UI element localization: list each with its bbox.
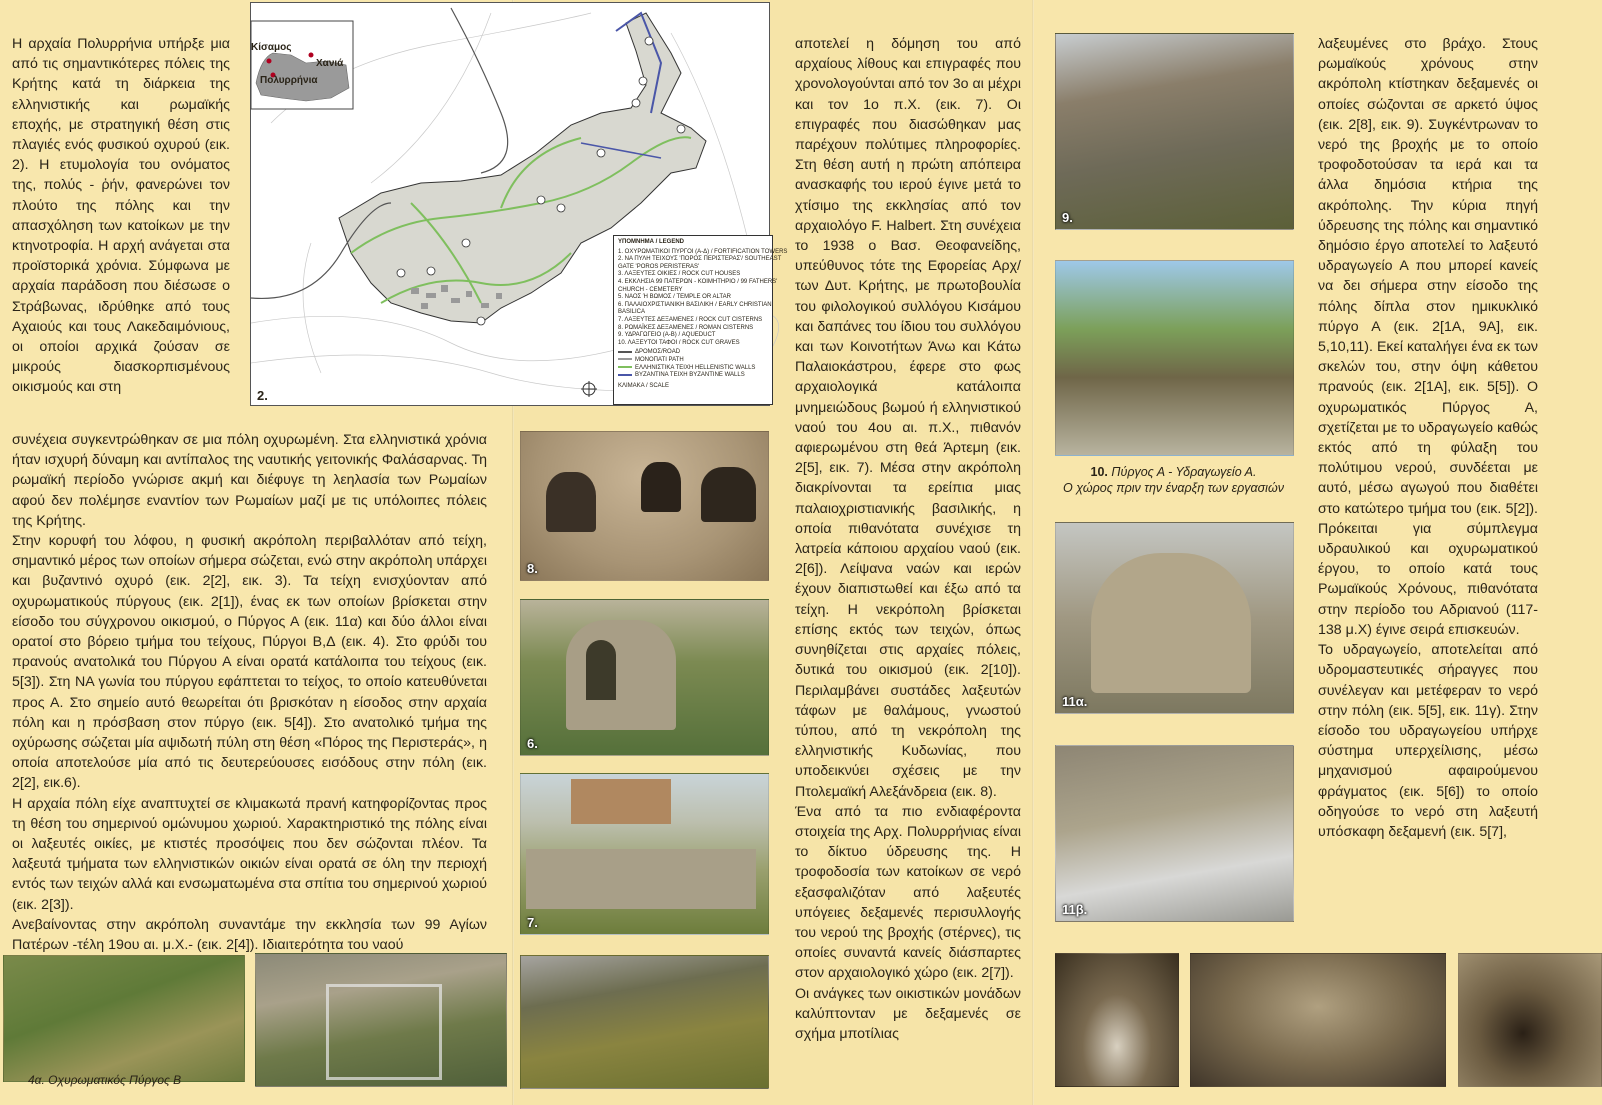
photo-11b — [1055, 745, 1294, 922]
caption-4a: 4α. Οχυρωματικός Πύργος Β — [28, 1073, 182, 1087]
legend-item: BASILICA — [618, 309, 646, 316]
photo-8-number: 8. — [527, 561, 538, 576]
legend-lines — [618, 349, 768, 379]
caption-10-number: 10. — [1090, 465, 1108, 479]
col2-paragraph-2: Ένα από τα πιο ενδιαφέροντα στοιχεία της Αρχ. Πολυρρήνιας είναι το δίκτυο ύδρευσης της. Η τροφοδοσία των κατοίκων σε νερό εξασφαλιζόταν από λαξευτές υπόγειες δεξαμενές περισυλλογής του νερού της βροχής (στέρνες), τις οποίες συναντά κανείς διάσπαρτες στον αρχαιολογικό χώρο (εικ. 2[7]). — [795, 803, 1021, 982]
fold-line-2 — [1032, 0, 1034, 1105]
legend-item: 1. ΟΧΥΡΩΜΑΤΙΚΟΙ ΠΥΡΓΟΙ (Α-Δ) / FORTIFICATION TOWERS — [618, 248, 788, 255]
photo-4a — [3, 955, 245, 1082]
photo-11b-number: 11β. — [1062, 902, 1088, 917]
caption-10-title: Πύργος Α - Υδραγωγείο Α. — [1111, 465, 1257, 479]
photo-11c-2 — [1190, 953, 1446, 1087]
caption-10-subtitle: Ο χώρος πριν την έναρξη των εργασιών — [1063, 481, 1284, 495]
legend-item: 6. ΠΑΛΑΙΟΧΡΙΣΤΙΑΝΙΚΗ ΒΑΣΙΛΙΚΗ / EARLY CHRISTIAN — [618, 301, 772, 308]
photo-4b — [255, 953, 507, 1087]
legend-item: 5. ΝΑΟΣ Ή ΒΩΜΟΣ / TEMPLE OR ALTAR — [618, 294, 731, 301]
legend-line-item — [618, 357, 768, 365]
legend-item: 2. ΝΑ ΠΥΛΗ ΤΕΙΧΟΥΣ 'ΠΟΡΟΣ ΠΕΡΙΣΤΕΡΑΣ'/ SOUTHEAST — [618, 256, 782, 263]
inset-label-polyrrhenia: Πολυρρήνια — [260, 75, 318, 86]
map-legend — [613, 235, 788, 405]
photo-11a — [1055, 522, 1294, 714]
photo-11c-1 — [1055, 953, 1179, 1087]
col2-paragraph-3: Οι ανάγκες των οικιστικών μονάδων καλύπτονταν με δεξαμενές σε σχήμα μποτίλιας — [795, 985, 1021, 1042]
col1-paragraph-3: Η αρχαία πόλη είχε αναπτυχτεί σε κλιμακωτά πρανή κατηφορίζοντας προς τη θέση του σημερινού ομώνυμου χωριού. Χαρακτηριστικό της πόλης είναι οι λαξευτές οικίες, με κτιστές προσόψεις που δεν σώζονται πλέον. Τα λαξευτά τμήματα των ελληνιστικών οικιών είναι ορατά σε όλη την περιοχή εντός των τειχών αλλά και ενσωματωμένα στα σπίτια του σημερινού χωριού (εικ. 2[3]). — [12, 795, 487, 913]
col1-paragraph-2: Στην κορυφή του λόφου, η φυσική ακρόπολη περιβαλλόταν από τείχη, σημαντικό μέρος των οποίων σήμερα σώζεται, ενώ στην ακρόπολη υπάρχει και βυζαντινό οχυρό (εικ. 2[2], εικ. 3). Τα τείχη ενισχύονταν από οχυρωματικούς πύργους (εικ. 2[1]), ένας εκ των οποίων βρίσκεται στην είσοδο του σύγχρονου οικισμού, ο Πύργος Α (εικ. 11α) και δύο άλλοι είναι ορατοί στο βόρειο τμήμα του τείχους, Πύργοι Β,Δ (εικ. 4). Στο φρύδι του πρανούς ανατολικά του Πύργου Α είναι ορατά κατάλοιπα του τείχους (εικ. 5[3]). Στη ΝΑ γωνία του πύργου εφάπτεται το τείχος, το οποίο κατευθύνεται προς Α. Στο σημείο αυτό θεωρείται ότι βρισκόταν η είσοδος στην αρχαία πόλη και η πρόσβαση στον πύργο (εικ. 5[4]). Στο ανατολικό τμήμα της οχύρωσης σώζεται μία αψιδωτή πύλη στη θέση «Πόρος της Περιστεράς», η οποία αποτελούσε μία από τις δευτερεύουσες εισόδους στην πόλη (εικ. 2[2], εικ.6). — [12, 533, 487, 792]
photo-7 — [520, 773, 769, 935]
photo-10 — [1055, 260, 1294, 456]
legend-line-item — [618, 372, 768, 380]
site-map — [250, 2, 788, 406]
photo-6 — [520, 599, 769, 756]
col3-paragraph-2: Το υδραγωγείο, αποτελείται από υδρομαστευτικές σήραγγες που συνέλεγαν και μετέφεραν το νερό στην πόλη (εικ. 5[5], εικ. 11γ). Στην είσοδο του υδραγωγείου υπήρχε σύστημα υπερχείλισης, μέσω μηχανισμού αφαιρούμενου φράγματος (εικ. 5[6]) το οποίο οδηγούσε το νερό στη λαξευτή υπόσκαφη δεξαμενή (εικ. 5[7], — [1318, 642, 1538, 840]
photo-8 — [520, 431, 769, 581]
inset-label-kisamos: Κίσαμος — [251, 42, 292, 53]
legend-line-label: ΔΡΟΜΟΣ/ROAD — [635, 349, 681, 356]
photo-11c-3 — [1458, 953, 1602, 1087]
photo-6-number: 6. — [527, 736, 538, 751]
photo-5 — [520, 955, 769, 1089]
legend-item: CHURCH - CEMETERY — [618, 286, 683, 293]
legend-line-swatch — [618, 366, 632, 368]
col2-body — [795, 34, 1021, 1044]
legend-line-label: ΕΛΛΗΝΙΣΤΙΚΑ ΤΕΙΧΗ HELLENISTIC WALLS — [635, 364, 756, 371]
legend-item: 4. ΕΚΚΛΗΣΙΑ 99 ΠΑΤΕΡΩΝ - ΚΟΙΜΗΤΗΡΙΟ / 99 FATHERS' — [618, 278, 778, 285]
legend-line-label: ΜΟΝΟΠΑΤΙ PATH — [635, 356, 684, 363]
legend-item: 10. ΛΑΞΕΥΤΟΙ ΤΑΦΟΙ / ROCK CUT GRAVES — [618, 339, 740, 346]
col3-body — [1318, 34, 1538, 842]
legend-title: ΥΠΟΜΝΗΜΑ / LEGEND — [618, 239, 684, 245]
legend-item: 3. ΛΑΞΕΥΤΕΣ ΟΙΚΙΕΣ / ROCK CUT HOUSES — [618, 271, 741, 278]
photo-9-number: 9. — [1062, 210, 1073, 225]
caption-10 — [1055, 464, 1292, 496]
legend-line-item — [618, 349, 768, 357]
legend-line-item — [618, 365, 768, 373]
legend-line-swatch — [618, 358, 632, 360]
legend-line-label: ΒΥΖΑΝΤΙΝΑ ΤΕΙΧΗ BYZANTINE WALLS — [635, 372, 745, 379]
col2-paragraph-1: αποτελεί η δόμηση του από αρχαίους λίθους και επιγραφές που χρονολογούνται από τον 3ο αι μέχρι και τον 1ο π.Χ. (εικ. 7). Οι επιγραφές που διασώθηκαν μας παρέχουν πολύτιμες πληροφορίες. Στη θέση αυτή η πρώτη απόπειρα ανασκαφής του ιερού έγινε μετά το χτίσιμο της εκκλησίας από τον αρχαιολόγο F. Halbert. Στη συνέχεια το 1938 ο Βασ. Θεοφανείδης, υπεύθυνος τότε της Εφορείας Αρχ/των Δυτ. Κρήτης, με πρωτοβουλία του φιλολογικού συλλόγου Κισάμου και δαπάνες του ίδιου του συλλόγου και των Κοινοτήτων Άνω και Κάτω Παλαιοκάστρου, έφερε στο φως αρχαιολογικά κατάλοιπα μνημειώδους βωμού ή ελληνιστικού ναού του 4ου αι. π.Χ., πιθανόν αφιερωμένου στη θεά Άρτεμη (εικ. 2[5], εικ. 7). Μέσα στην ακρόπολη διακρίνονται τα ερείπια μιας παλαιοχριστιανικής βασιλικής, η οποία πιθανότατα συνέχισε τη λατρεία κάποιου αρχαίου ναού (εικ. 2[6]). Λείψανα ναών και ιερών έχουν διαπιστωθεί και έξω από τα τείχη. Η νεκρόπολη βρίσκεται επίσης εκτός των τειχών, όπως συνηθίζεται στις αρχαίες πόλεις, δυτικά του οικισμού (εικ. 2[10]). Περιλαμβάνει συστάδες λαξευτών τάφων με θαλάμους, γνωστού τύπου, από τη νεκρόπολη της ελληνιστικής Κυδωνίας, που υποδεικνύει σχέσεις με την Πτολεμαϊκή Αλεξάνδρεια (εικ. 8). — [795, 36, 1021, 800]
map-figure-number: 2. — [257, 388, 268, 403]
legend-scale: ΚΛΙΜΑΚΑ / SCALE — [618, 382, 670, 389]
legend-line-swatch — [618, 374, 632, 376]
col1-body — [12, 430, 487, 955]
col1-paragraph-1: συνέχεια συγκεντρώθηκαν σε μια πόλη οχυρωμένη. Στα ελληνιστικά χρόνια ήταν ισχυρή δύναμη και αντίπαλος της ναυτικής γειτονικής Φαλάσαρνας. Τη ρωμαϊκή περίοδο γνώρισε ακμή και διέφυγε τη λεηλασία των Ρωμαίων αφού δεν πολέμησε εναντίον των Ρωμαίων μαζί με τις υπόλοιπες πόλεις της Κρήτης. — [12, 432, 487, 529]
col1-paragraph-4: Ανεβαίνοντας στην ακρόπολη συναντάμε την εκκλησία των 99 Αγίων Πατέρων -τέλη 19ου αι. μ.Χ.- (εικ. 2[4]). Ιδιαιτερότητα του ναού — [12, 916, 487, 954]
col3-paragraph-1: λαξευμένες στο βράχο. Στους ρωμαϊκούς χρόνους στην ακρόπολη κτίστηκαν δεξαμενές οι οποίες σώζονται σε αρκετό ύψος (εικ. 2[8], εικ. 9). Συγκέντρωναν το νερό της βροχής με το οποίο τροφοδοτούσαν τα ιερά και τα άλλα δημόσια κτήρια της ακρόπολης. Την κύρια πηγή ύδρευσης της πόλης και σημαντικό δημόσιο έργο αποτελεί το λαξευτό υδραγωγείο Α που μπορεί κανείς να δει σήμερα στην είσοδο της πόλης δίπλα στον ημικυκλικό πύργο Α (εικ. 2[1Α, 9Α], εικ. 5,10,11). Εκεί καταλήγει ένα εκ των σκελών του, στην όψη κάθετου πρανούς (εικ. 2[1Α], εικ. 5[5]). Ο οχυρωματικός Πύργος Α, σχετίζεται με το υδραγωγείο καθώς εκτός από τη φύλαξη του πολύτιμου νερού, συνδέεται με αυτό, μέσω αγωγού που διαθέτει στο κατώτερο τμήμα του (εικ. 5[2]). Πρόκειται για σύμπλεγμα υδραυλικού και οχυρωματικού έργου, το οποίο κατά τους Ρωμαϊκούς Χρόνους, πιθανότατα στην περίοδο του Αδριανού (117-138 μ.Χ) έγινε σειρά επισκευών. — [1318, 36, 1538, 638]
inset-label-chania: Χανιά — [316, 58, 344, 69]
photo-7-number: 7. — [527, 915, 538, 930]
legend-item: 7. ΛΑΞΕΥΤΕΣ ΔΕΞΑΜΕΝΕΣ / ROCK CUT CISTERNS — [618, 316, 763, 323]
legend-item: 9. ΥΔΡΑΓΩΓΕΙΟ (Α-Β) / AQUEDUCT — [618, 332, 716, 339]
legend-item: 8. ΡΩΜΑΪΚΕΣ ΔΕΞΑΜΕΝΕΣ / ROMAN CISTERNS — [618, 324, 754, 331]
photo-9 — [1055, 33, 1294, 230]
legend-line-swatch — [618, 351, 632, 353]
legend-item: GATE 'POROS PERISTERAS' — [618, 263, 700, 270]
photo-11a-number: 11α. — [1062, 694, 1088, 709]
col1-intro: Η αρχαία Πολυρρήνια υπήρξε μια από τις σημαντικότερες πόλεις της Κρήτης κατά τη διάρκεια της ελληνιστικής και ρωμαϊκής εποχής, με στρατηγική θέση στις πλαγιές ενός φυσικού οχυρού (εικ. 2). Η ετυμολογία του ονόματος της, πολύς - ῥήν, φανερώνει τον πλούτο της πόλης και την απασχόληση των κατοίκων με την κτηνοτροφία. Η αρχή ανάγεται στα προϊστορικά χρόνια. Σύμφωνα με αρχαία παράδοση που διέσωσε ο Στράβωνας, ιδρύθηκε από τους Αχαιούς και τους Λακεδαιμόνιους, οι οποίοι αρχικά ζούσαν σε μικρούς διασκορπισμένους οικισμούς και στη — [12, 36, 230, 396]
legend-items — [618, 248, 788, 348]
